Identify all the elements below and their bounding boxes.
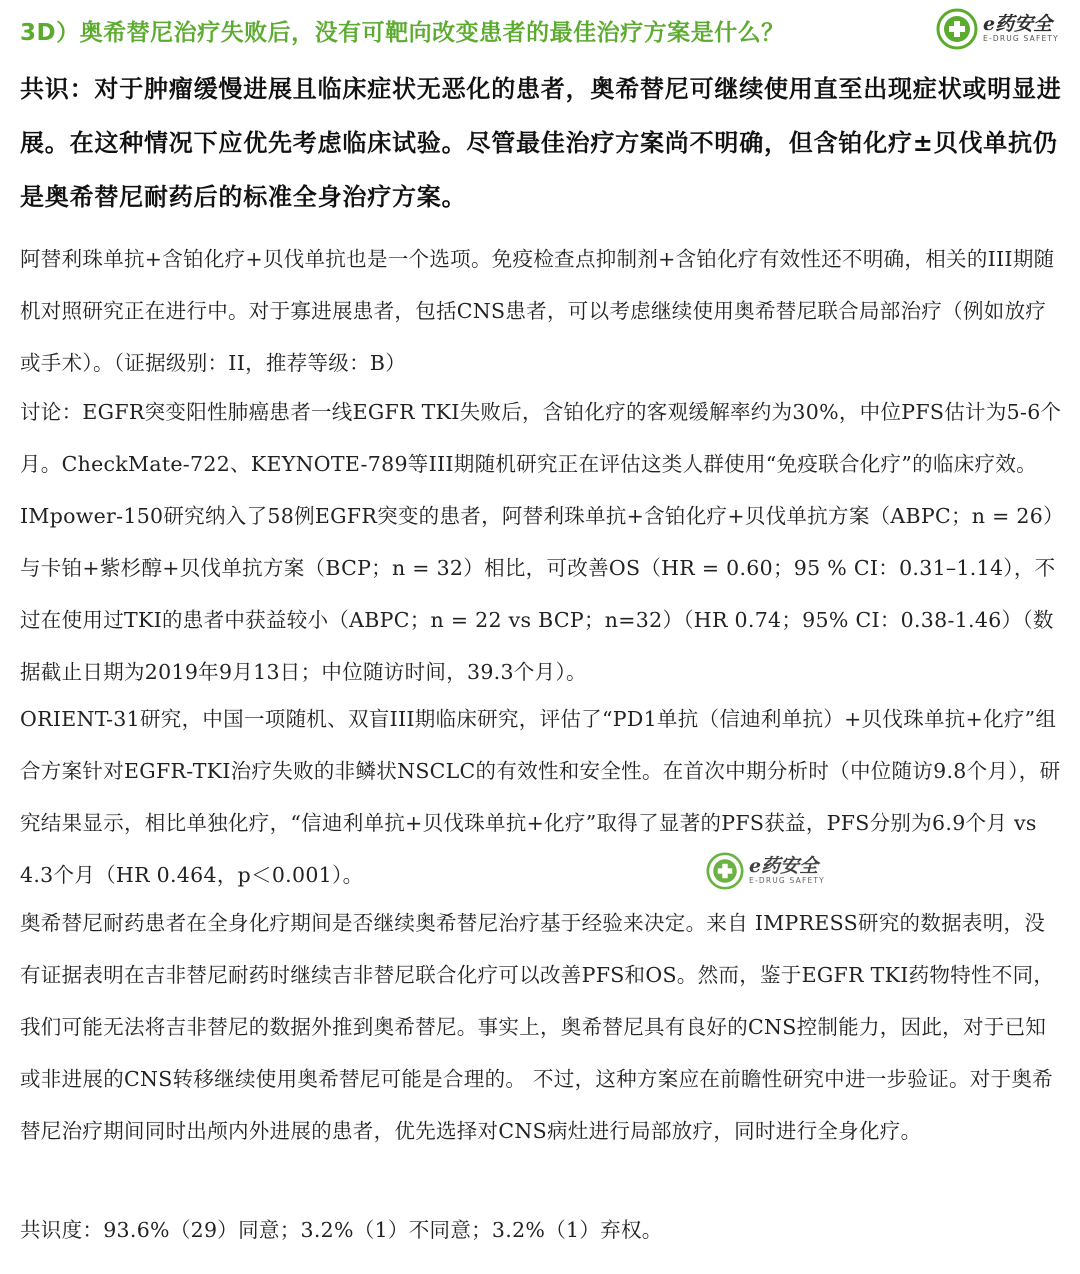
paragraph-orient31: ORIENT-31研究，中国一项随机、双盲III期临床研究，评估了“PD1单抗（信迪利单抗）+贝伐珠单抗+化疗”组合方案针对EGFR-TKI治疗失败的非鳞状NSCLC的有效性和安全性。在首次中期分析时（中位随访9.8个月），研究结果显示，相比单独化疗，“信迪利单抗+贝伐珠单抗+化疗”取得了显著的PFS获益，PFS分别为6.9个月 vs 4.3个月（HR 0.464，p＜0.001）。 xyxy=(20,707,1061,887)
paragraph-options: 阿替利珠单抗+含铂化疗+贝伐单抗也是一个选项。免疫检查点抑制剂+含铂化疗有效性还不明确，相关的III期随机对照研究正在进行中。对于寡进展患者，包括CNS患者，可以考虑继续使用奥希替尼联合局部治疗（例如放疗或手术）。（证据级别：II，推荐等级：B） xyxy=(20,247,1055,375)
brand-logo xyxy=(936,8,1059,50)
medical-cross-icon xyxy=(706,852,744,890)
consensus-level: 共识度：93.6%（29）同意；3.2%（1）不同意；3.2%（1）弃权。 xyxy=(20,1218,663,1242)
brand-subtitle: E-DRUG SAFETY xyxy=(983,34,1059,43)
medical-cross-icon xyxy=(936,8,978,50)
consensus-statement: 共识：对于肿瘤缓慢进展且临床症状无恶化的患者，奥希替尼可继续使用直至出现症状或明显进展。在这种情况下应优先考虑临床试验。尽管最佳治疗方案尚不明确，但含铂化疗±贝伐单抗仍是奥希替尼耐药后的标准全身治疗方案。 xyxy=(20,75,1062,211)
page-title: 3D）奥希替尼治疗失败后，没有可靶向改变患者的最佳治疗方案是什么？ xyxy=(20,20,785,46)
watermark-logo xyxy=(706,852,825,890)
watermark-brand-name: e药安全 xyxy=(749,855,819,877)
paragraph-discussion: 讨论：EGFR突变阳性肺癌患者一线EGFR TKI失败后，含铂化疗的客观缓解率约为30%，中位PFS估计为5-6个月。CheckMate-722、KEYNOTE-789等III期随机研究正在评估这类人群使用“免疫联合化疗”的临床疗效。IMpower-150研究纳入了58例EGFR突变的患者，阿替利珠单抗+含铂化疗+贝伐单抗方案（ABPC；n = 26）与卡铂+紫杉醇+贝伐单抗方案（BCP；n = 32）相比，可改善OS（HR = 0.60；95 % CI：0.31–1.14），不过在使用过TKI的患者中获益较小（ABPC；n = 22 vs BCP；n=32）（HR 0.74；95% CI：0.38-1.46）（数据截止日期为2019年9月13日；中位随访时间，39.3个月）。 xyxy=(20,400,1064,684)
brand-name: e药安全 xyxy=(983,13,1053,35)
paragraph-continuation: 奥希替尼耐药患者在全身化疗期间是否继续奥希替尼治疗基于经验来决定。来自 IMPRESS研究的数据表明，没有证据表明在吉非替尼耐药时继续吉非替尼联合化疗可以改善PFS和OS。然而，鉴于EGFR TKI药物特性不同，我们可能无法将吉非替尼的数据外推到奥希替尼。事实上，奥希替尼具有良好的CNS控制能力，因此，对于已知或非进展的CNS转移继续使用奥希替尼可能是合理的。 不过，这种方案应在前瞻性研究中进一步验证。对于奥希替尼治疗期间同时出颅内外进展的患者，优先选择对CNS病灶进行局部放疗，同时进行全身化疗。 xyxy=(20,911,1055,1143)
watermark-brand-subtitle: E-DRUG SAFETY xyxy=(749,876,825,885)
